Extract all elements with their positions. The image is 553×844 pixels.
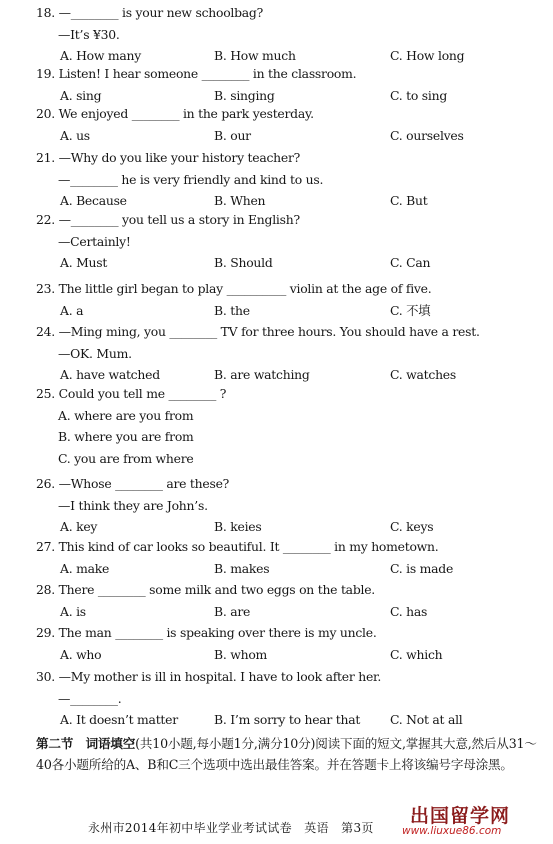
answer-option: A. who [60,646,102,662]
answer-option: B. are watching [214,367,310,382]
question-line: —I think they are John’s. [58,497,208,513]
question-stem: 28. There ________ some milk and two eggs on the table. [36,582,375,597]
question-stem: 29. The man ________ is speaking over there is my uncle. [36,625,377,640]
answer-option: A. Because [60,193,127,208]
answer-option: C. to sing [390,87,448,103]
question-stem: 19. Listen! I hear someone ________ in the classroom. [36,66,357,81]
answer-option: A. make [60,560,110,576]
question-stem: 20. We enjoyed ________ in the park yesterday. [36,106,314,121]
answer-option: B. How much [214,48,296,63]
question-line: —Certainly! [58,233,131,249]
watermark-url: www.liuxue86.com [402,825,502,837]
question-stem: 24. —Ming ming, you ________ TV for three hours. You should have a rest. [36,324,480,339]
answer-option: A. us [60,127,90,143]
answer-option: B. I’m sorry to hear that [214,712,361,727]
question-line: —It’s ¥30. [58,26,120,42]
question-line: —________. [58,690,122,706]
answer-option: C. is made [390,560,454,576]
answer-option: C. ourselves [390,127,464,143]
page-footer: 永州市2014年初中毕业学业考试试卷 英语 第3页 [88,821,374,835]
answer-option: C. Not at all [390,712,463,727]
question-line: A. where are you from [58,407,194,423]
answer-option: B. are [214,603,251,619]
answer-option: A. It doesn’t matter [60,712,178,727]
answer-option: A. a [60,302,84,318]
section-text: (共10小题,每小题1分,满分10分)阅读下面的短文,掌握其大意,然后从31～40各小题所给的A、B和C三个选项中选出最佳答案。并在答题卡上将该编号字母涂黑。 [36,736,537,772]
answer-option: C. But [390,193,428,208]
answer-option: A. Must [60,255,108,270]
watermark-chinese: 出国留学网 [410,805,511,827]
answer-option: A. How many [60,48,142,63]
answer-option: C. 不填 [390,302,431,318]
answer-option: C. which [390,646,443,662]
answer-option: B. the [214,302,250,318]
question-stem: 18. —________ is your new schoolbag? [36,5,264,20]
answer-option: A. is [60,603,86,619]
question-stem: 23. The little girl began to play __________ violin at the age of five. [36,281,432,296]
question-stem: 25. Could you tell me ________ ? [36,386,227,401]
question-stem: 30. —My mother is ill in hospital. I have to look after her. [36,669,382,684]
answer-option: C. Can [390,255,431,270]
question-stem: 26. —Whose ________ are these? [36,476,230,491]
answer-option: B. singing [214,87,275,103]
answer-option: B. our [214,127,251,143]
question-stem: 27. This kind of car looks so beautiful. It ________ in my hometown. [36,539,439,554]
question-line: C. you are from where [58,450,194,466]
answer-option: B. Should [214,255,273,270]
answer-option: C. How long [390,48,465,63]
question-stem: 21. —Why do you like your history teacher? [36,150,301,165]
answer-option: B. When [214,193,266,208]
question-line: —OK. Mum. [58,345,132,361]
answer-option: A. sing [60,87,102,103]
question-stem: 22. —________ you tell us a story in English? [36,212,300,227]
question-line: B. where you are from [58,429,194,444]
section-instructions [36,733,544,775]
answer-option: B. keies [214,519,262,534]
answer-option: C. watches [390,367,456,382]
watermark-logo [400,801,550,841]
question-line: —________ he is very friendly and kind to us. [58,171,324,187]
answer-option: A. have watched [60,367,160,382]
answer-option: B. makes [214,560,270,576]
answer-option: A. key [60,519,98,534]
answer-option: B. whom [214,646,268,662]
answer-option: C. keys [390,519,434,534]
section-heading: 第二节 词语填空 [36,736,136,751]
answer-option: C. has [390,603,428,619]
